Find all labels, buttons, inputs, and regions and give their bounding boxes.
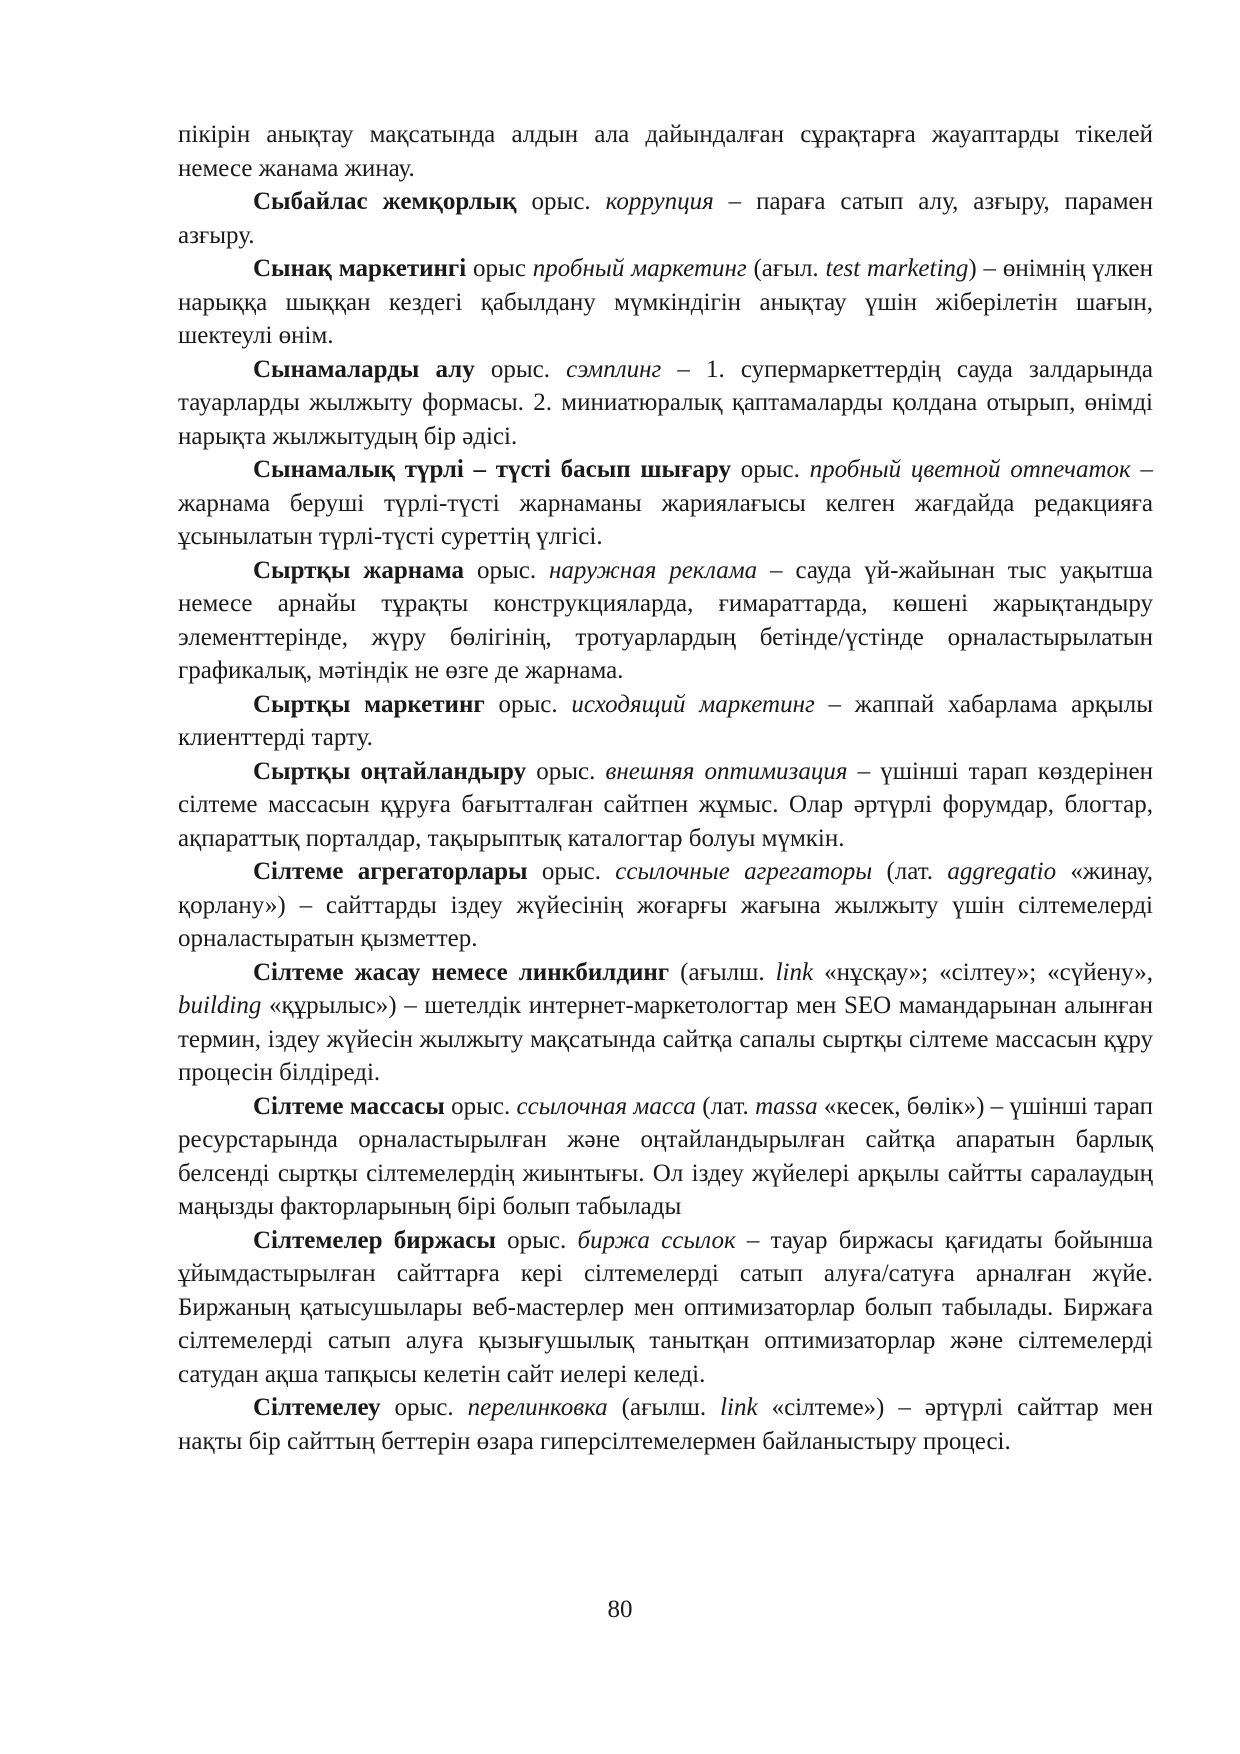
- glossary-entry: [178, 755, 1153, 856]
- entry-text: пробный цветной отпечаток: [809, 456, 1131, 483]
- entry-text: орыс.: [730, 456, 810, 483]
- entry-text: орыс: [466, 255, 533, 282]
- entry-text: «құрылыс») – шетелдік интернет-маркетологтар мен SEO мамандарынан алынған термин, іздеу жүйесін жылжыту мақсатында сайтқа сапалы сыртқы сілтеме массасын құру процесін білдіреді.: [178, 992, 1153, 1086]
- page-body: [178, 118, 1153, 1458]
- entry-text: орыс.: [526, 757, 606, 785]
- entry-text: massa: [755, 1092, 818, 1120]
- entry-text: aggregatio: [947, 858, 1057, 885]
- glossary-entry: [178, 688, 1153, 755]
- entry-text: орыс.: [484, 690, 572, 718]
- glossary-entry: [178, 185, 1153, 252]
- glossary-term: Сынамаларды алу: [253, 355, 475, 383]
- entry-text: сэмплинг: [566, 355, 662, 383]
- entry-text: исходящий маркетинг: [571, 690, 815, 718]
- entry-text: – параға сатып алу, азғыру, парамен азғыру.: [178, 188, 1153, 249]
- entry-text: орыс.: [444, 1092, 517, 1120]
- entry-text: орыс.: [474, 355, 567, 383]
- entry-text: наружная реклама: [548, 556, 758, 584]
- glossary-entry: [178, 1224, 1153, 1392]
- glossary-entry: [178, 956, 1153, 1090]
- entry-text: (лат.: [695, 1092, 756, 1120]
- glossary-entry: [178, 353, 1153, 454]
- entry-text: ссылочная масса: [516, 1092, 696, 1120]
- entry-text: пробный маркетинг: [532, 255, 747, 282]
- entry-text: – үшінші тарап көздерінен сілтеме массасын құруға бағытталған сайтпен жұмыс. Олар әртүрлі форумдар, блогтар, ақпараттық порталдар, тақырыптық каталогтар болуы мүмкін.: [178, 757, 1153, 852]
- entry-text: «нұсқау»; «сілтеу»; «сүйену»,: [813, 958, 1153, 986]
- glossary-term: Сілтеме агрегаторлары: [253, 858, 528, 885]
- glossary-entry: [178, 1090, 1153, 1224]
- glossary-term: Сілтемелеу: [253, 1394, 381, 1421]
- entry-text: – жарнама беруші түрлі-түсті жарнаманы жариялағысы келген жағдайда редакцияға ұсынылатын түрлі-түсті суреттің үлгісі.: [178, 456, 1153, 550]
- entry-text: орыс.: [516, 188, 606, 215]
- lead-paragraph: пікірін анықтау мақсатында алдын ала дайындалған сұрақтарға жауаптарды тікелей немесе жанама жинау.: [178, 121, 1153, 182]
- entry-text: building: [178, 992, 262, 1019]
- entry-text: орыс.: [464, 556, 549, 584]
- glossary-term: Сынамалық түрлі – түсті басып шығару: [253, 456, 731, 483]
- glossary-term: Сілтеме жасау немесе линкбилдинг: [253, 958, 670, 986]
- entry-text: ) – өнімнің үлкен нарыққа шыққан кездегі қабылдану мүмкіндігін анықтау үшін жіберілетін шағын, шектеулі өнім.: [178, 255, 1153, 349]
- entry-text: – тауар биржасы қағидаты бойынша ұйымдастырылған сайттарға кері сілтемелерді сатып алуға/сатуға арналған жүйе. Биржаның қатысушылары веб-мастерлер мен оптимизаторлар болып табылады. Биржаға сілтемелерді сатып алуға қызығушылық танытқан оптимизаторлар және сілтемелерді сатудан ақша тапқысы келетін сайт иелері келеді.: [178, 1226, 1153, 1388]
- glossary-entry: [178, 252, 1153, 353]
- entry-text: (ағылш.: [669, 958, 776, 986]
- entry-text: link: [720, 1394, 758, 1421]
- entry-text: перелинковка: [467, 1394, 608, 1421]
- glossary-term: Сілтемелер биржасы: [253, 1226, 496, 1254]
- glossary-term: Сыртқы маркетинг: [253, 690, 485, 718]
- glossary-entry: [178, 1391, 1153, 1458]
- glossary-entries: [178, 185, 1153, 1458]
- entry-text: внешняя оптимизация: [605, 757, 848, 785]
- entry-text: ссылочные агрегаторы: [615, 858, 873, 885]
- entry-text: – жаппай хабарлама арқылы клиенттерді тарту.: [178, 690, 1153, 751]
- glossary-entry: [178, 554, 1153, 688]
- entry-text: (ағыл.: [746, 255, 826, 282]
- glossary-term: Сыбайлас жемқорлық: [253, 188, 517, 215]
- glossary-entry: [178, 453, 1153, 554]
- entry-text: link: [775, 958, 814, 986]
- entry-text: – сауда үй-жайынан тыс уақытша немесе арнайы тұрақты конструкцияларда, ғимараттарда, көшені жарықтандыру элементтерінде, жүру бөлігінің, тротуарлардың бетінде/үстінде орналастырылатын графикалық, мәтіндік не өзге де жарнама.: [178, 556, 1153, 684]
- entry-text: коррупция: [605, 188, 714, 215]
- glossary-entry: [178, 855, 1153, 956]
- entry-text: (ағылш.: [607, 1394, 721, 1421]
- entry-text: (лат.: [872, 858, 948, 885]
- entry-text: «кесек, бөлік») – үшінші тарап ресурстарында орналастырылған және оңтайландырылған сайтқа апаратын барлық белсенді сыртқы сілтемелердің жиынтығы. Ол іздеу жүйелері арқылы сайтты саралаудың маңызды факторларының бірі болып табылады: [178, 1092, 1153, 1220]
- page-number: 80: [607, 1596, 633, 1623]
- entry-text: орыс.: [380, 1394, 468, 1421]
- entry-text: test marketing: [825, 255, 969, 282]
- glossary-term: Сыртқы жарнама: [253, 556, 465, 584]
- entry-text: биржа ссылок: [577, 1226, 736, 1254]
- glossary-term: Сілтеме массасы: [253, 1092, 445, 1120]
- entry-text: «сілтеме») – әртүрлі сайттар мен нақты бір сайттың беттерін өзара гиперсілтемелермен байланыстыру процесі.: [178, 1394, 1153, 1455]
- glossary-term: Сынақ маркетингі: [253, 255, 467, 282]
- entry-text: орыс.: [527, 858, 616, 885]
- entry-text: «жинау, қорлану») – сайттарды іздеу жүйесінің жоғарғы жағына жылжыту үшін сілтемелерді орналастыратын қызметтер.: [178, 858, 1153, 952]
- glossary-term: Сыртқы оңтайландыру: [253, 757, 527, 785]
- entry-text: орыс.: [495, 1226, 578, 1254]
- entry-text: – 1. супермаркеттердің сауда залдарында тауарларды жылжыту формасы. 2. миниатюралық қаптамаларды қолдана отырып, өнімді нарықта жылжытудың бір әдісі.: [178, 355, 1153, 450]
